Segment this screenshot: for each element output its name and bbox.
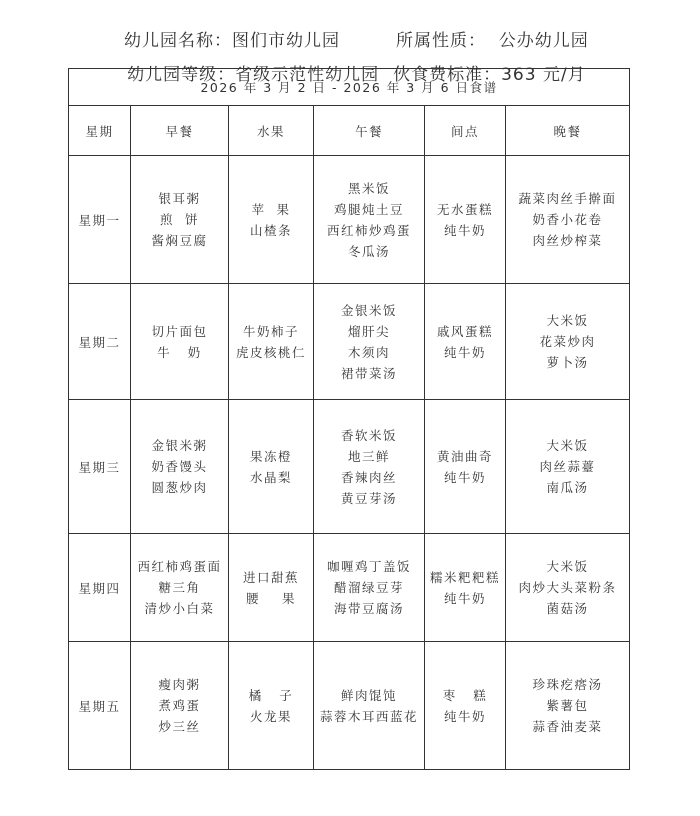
snack-cell <box>425 400 506 534</box>
menu-item: 地三鲜 <box>347 448 390 464</box>
menu-item: 进口甜蕉 <box>242 569 299 585</box>
menu-item: 蒜香油麦菜 <box>532 719 603 734</box>
lunch-cell <box>314 284 425 400</box>
fruit-cell <box>229 534 314 642</box>
day-cell: 星期四 <box>69 534 131 642</box>
kindergarten-grade: 幼儿园等级：省级示范性幼儿园 <box>127 65 380 85</box>
dinner-cell <box>506 156 630 284</box>
snack-cell <box>425 156 506 284</box>
menu-item: 紫薯包 <box>546 698 589 713</box>
menu-item: 纯牛奶 <box>443 344 486 360</box>
menu-item: 银耳粥 <box>158 191 201 206</box>
table-row <box>69 642 630 770</box>
menu-item: 煮鸡蛋 <box>158 698 201 713</box>
menu-item: 无水蛋糕 <box>436 201 493 217</box>
menu-item: 纯牛奶 <box>443 222 486 238</box>
table-row <box>69 534 630 642</box>
menu-item: 香辣肉丝 <box>340 469 397 485</box>
menu-item: 清炒小白菜 <box>144 601 215 616</box>
header-day: 星期 <box>69 106 131 156</box>
menu-item: 黄豆芽汤 <box>340 490 397 506</box>
menu-title: 2026 年 3 月 2 日 - 2026 年 3 月 6 日食谱 <box>69 69 630 106</box>
breakfast-cell <box>131 642 229 770</box>
table-title-row <box>69 69 630 106</box>
table-row <box>69 156 630 284</box>
menu-item: 肉炒大头菜粉条 <box>518 580 617 595</box>
menu-item: 果冻橙 <box>249 448 292 464</box>
dinner-cell <box>506 284 630 400</box>
menu-item: 肉丝炒榨菜 <box>532 233 603 248</box>
day-cell: 星期三 <box>69 400 131 534</box>
day-cell: 星期五 <box>69 642 131 770</box>
menu-item: 金银米饭 <box>340 302 397 318</box>
header-breakfast: 早餐 <box>131 106 229 156</box>
menu-item: 黄油曲奇 <box>436 448 493 464</box>
menu-item: 鲜肉馄饨 <box>340 687 397 703</box>
breakfast-cell <box>131 400 229 534</box>
menu-item: 冬瓜汤 <box>347 243 390 259</box>
menu-item: 花菜炒肉 <box>539 334 596 349</box>
menu-item: 西红柿鸡蛋面 <box>137 559 222 574</box>
snack-cell <box>425 284 506 400</box>
menu-item: 肉丝蒜薹 <box>539 459 596 474</box>
menu-item: 珍珠疙瘩汤 <box>532 677 603 692</box>
menu-item: 橘 子 <box>248 687 294 703</box>
menu-item: 山楂条 <box>249 222 292 238</box>
table-header-row <box>69 106 630 156</box>
weekly-menu-table <box>68 68 630 770</box>
menu-item: 圆葱炒肉 <box>151 480 208 495</box>
menu-item: 金银米粥 <box>151 438 208 453</box>
menu-item: 西红柿炒鸡蛋 <box>326 222 411 238</box>
menu-item: 纯牛奶 <box>443 469 486 485</box>
header-lunch: 午餐 <box>314 106 425 156</box>
dinner-cell <box>506 642 630 770</box>
menu-item: 枣 糕 <box>442 687 488 703</box>
day-cell: 星期一 <box>69 156 131 284</box>
menu-item: 蔬菜肉丝手擀面 <box>518 191 617 206</box>
menu-item: 炒三丝 <box>158 719 201 734</box>
menu-item: 纯牛奶 <box>443 708 486 724</box>
menu-item: 海带豆腐汤 <box>333 601 404 616</box>
menu-item: 萝卜汤 <box>546 355 589 370</box>
menu-item: 鸡腿炖土豆 <box>333 201 404 217</box>
snack-cell <box>425 642 506 770</box>
menu-item: 黑米饭 <box>347 180 390 196</box>
menu-item: 纯牛奶 <box>443 590 486 606</box>
fruit-cell <box>229 642 314 770</box>
lunch-cell <box>314 642 425 770</box>
menu-item: 熘肝尖 <box>347 323 390 339</box>
kindergarten-name: 幼儿园名称：图们市幼儿园 <box>124 31 340 51</box>
header-fruit: 水果 <box>229 106 314 156</box>
menu-item: 奶香馒头 <box>151 459 208 474</box>
dinner-cell <box>506 534 630 642</box>
menu-item: 大米饭 <box>546 559 589 574</box>
menu-item: 酱焖豆腐 <box>151 233 208 248</box>
menu-item: 牛 奶 <box>157 344 202 360</box>
kindergarten-nature: 所属性质： 公办幼儿园 <box>396 31 589 51</box>
fruit-cell <box>229 284 314 400</box>
fruit-cell <box>229 400 314 534</box>
snack-cell <box>425 534 506 642</box>
menu-item: 水晶梨 <box>249 469 292 485</box>
menu-item: 糖三角 <box>158 580 201 595</box>
menu-item: 蒜蓉木耳西蓝花 <box>319 708 418 724</box>
menu-item: 菌菇汤 <box>546 601 589 616</box>
menu-item: 腰 果 <box>246 590 296 606</box>
lunch-cell <box>314 400 425 534</box>
menu-item: 切片面包 <box>151 323 208 339</box>
meal-fee-standard: 伙食费标准：363 元/月 <box>393 65 586 85</box>
header-dinner: 晚餐 <box>506 106 630 156</box>
breakfast-cell <box>131 534 229 642</box>
menu-item: 虎皮核桃仁 <box>235 344 306 360</box>
menu-item: 南瓜汤 <box>546 480 589 495</box>
menu-item: 苹 果 <box>251 201 291 217</box>
menu-item: 奶香小花卷 <box>532 212 603 227</box>
fruit-cell <box>229 156 314 284</box>
menu-item: 火龙果 <box>249 708 292 724</box>
menu-item: 大米饭 <box>546 313 589 328</box>
menu-item: 戚风蛋糕 <box>436 323 493 339</box>
lunch-cell <box>314 534 425 642</box>
menu-item: 咖喱鸡丁盖饭 <box>326 559 411 574</box>
dinner-cell <box>506 400 630 534</box>
menu-item: 木须肉 <box>347 344 390 360</box>
menu-item: 糯米粑粑糕 <box>429 569 500 585</box>
menu-item: 香软米饭 <box>340 427 397 443</box>
day-cell: 星期二 <box>69 284 131 400</box>
breakfast-cell <box>131 156 229 284</box>
table-row <box>69 284 630 400</box>
menu-item: 裙带菜汤 <box>340 365 397 381</box>
menu-item: 大米饭 <box>546 438 589 453</box>
menu-item: 牛奶柿子 <box>242 323 299 339</box>
table-row <box>69 400 630 534</box>
menu-item: 醋溜绿豆芽 <box>333 580 404 595</box>
menu-item: 煎 饼 <box>160 212 199 227</box>
breakfast-cell <box>131 284 229 400</box>
menu-item: 瘦肉粥 <box>158 677 201 692</box>
header-snack: 间点 <box>425 106 506 156</box>
lunch-cell <box>314 156 425 284</box>
